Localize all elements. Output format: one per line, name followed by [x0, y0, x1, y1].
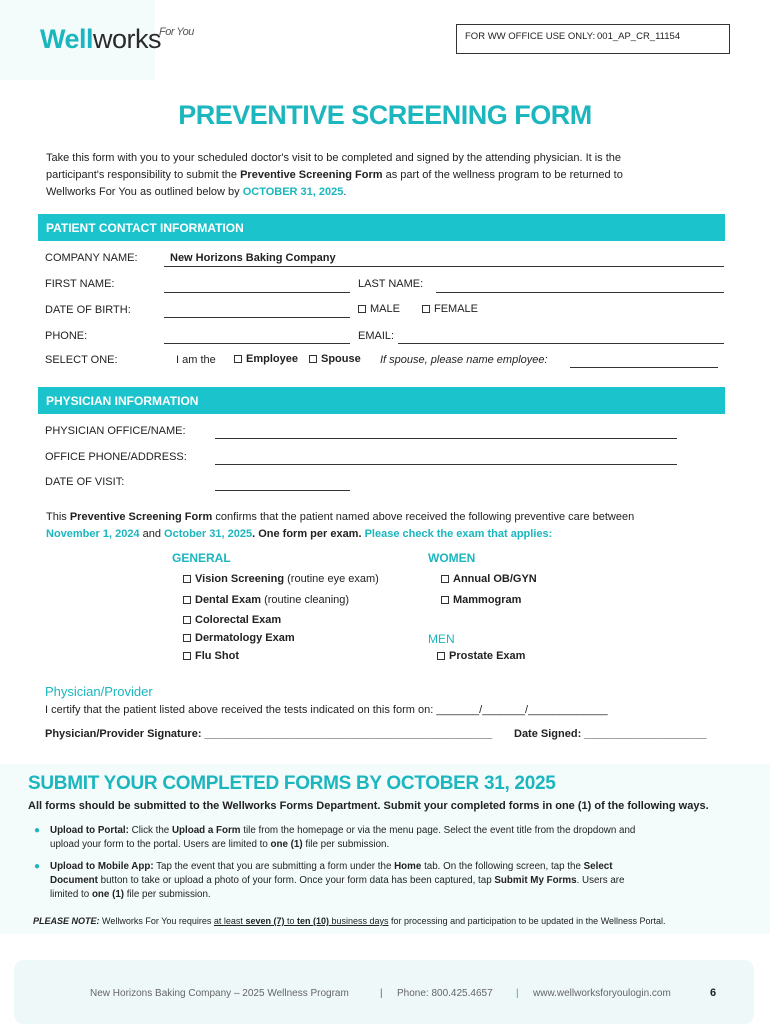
confirm-check-note: Please check the exam that applies: [361, 528, 553, 540]
office-use-label: FOR WW OFFICE USE ONLY: [465, 31, 596, 42]
mobile-text-k: file per submission. [124, 889, 211, 900]
logo-foryou: For You [159, 26, 194, 38]
vision-note: (routine eye exam) [284, 573, 379, 585]
portal-upload-tile: Upload a Form [171, 825, 241, 836]
note-business-days: business days [329, 916, 389, 926]
mobile-instructions [50, 860, 700, 902]
general-heading: GENERAL [172, 551, 231, 565]
last-name-field[interactable] [436, 292, 724, 293]
physician-office-field[interactable] [215, 438, 677, 439]
certify-statement[interactable]: I certify that the patient listed above received the tests indicated on this form on: _______/_______/_____________ [45, 704, 608, 716]
provider-signature-field[interactable]: Physician/Provider Signature: _______________________________________________ [45, 728, 493, 740]
prostate-checkbox[interactable] [437, 650, 525, 662]
note-at-least: at least [213, 916, 246, 926]
footer-url-link[interactable]: www.wellworksforyoulogin.com [533, 988, 671, 999]
checkbox-icon [422, 305, 430, 313]
female-checkbox[interactable] [422, 303, 478, 315]
spouse-note: If spouse, please name employee: [380, 354, 548, 366]
company-name-field[interactable] [164, 266, 724, 267]
intro-form-name: Preventive Screening Form [240, 169, 383, 181]
mammogram-checkbox[interactable] [441, 594, 521, 606]
checkbox-icon [183, 634, 191, 642]
footer-separator: | [516, 988, 519, 999]
date-of-visit-label: DATE OF VISIT: [45, 476, 125, 488]
email-label: EMAIL: [358, 330, 395, 342]
prostate-label: Prostate Exam [449, 650, 526, 662]
physician-section-header [38, 387, 725, 414]
checkbox-icon [309, 355, 317, 363]
footer-company: New Horizons Baking Company – 2025 Wellness Program [90, 988, 349, 999]
checkbox-icon [234, 355, 242, 363]
mobile-limit: one (1) [91, 889, 125, 900]
portal-text-f: file per submission. [302, 839, 390, 850]
flu-shot-checkbox[interactable] [183, 650, 239, 662]
confirm-one-form: . One form per exam. [252, 528, 362, 540]
confirm-line-2 [46, 526, 726, 543]
female-label: FEMALE [434, 303, 479, 315]
note-heading: PLEASE NOTE: [33, 916, 100, 926]
checkbox-icon [183, 575, 191, 583]
office-phone-field[interactable] [215, 464, 677, 465]
mobile-heading: Upload to Mobile App: [50, 861, 154, 872]
mobile-text-h: . Users are [576, 875, 625, 886]
physician-office-label: PHYSICIAN OFFICE/NAME: [45, 425, 186, 437]
note-seven: seven (7) [245, 916, 285, 926]
page-title: PREVENTIVE SCREENING FORM [178, 100, 592, 130]
bullet-icon: ● [34, 861, 41, 872]
male-label: MALE [370, 303, 400, 315]
confirm-text-3: confirms that the patient named above received the following preventive care between [212, 511, 635, 523]
obgyn-label: Annual OB/GYN [453, 573, 537, 585]
dermatology-label: Dermatology Exam [195, 632, 295, 644]
male-checkbox[interactable] [358, 303, 400, 315]
office-use-code: 001_AP_CR_11154 [597, 31, 681, 42]
dental-note: (routine cleaning) [261, 594, 350, 606]
patient-section-header [38, 214, 725, 241]
provider-heading: Physician/Provider [45, 684, 153, 699]
men-heading: MEN [428, 632, 455, 646]
flu-shot-label: Flu Shot [195, 650, 239, 662]
dob-field[interactable] [164, 317, 350, 318]
mobile-text-f: button to take or upload a photo of your form. Once your form data has been captured, tap [97, 875, 495, 886]
intro-text-3a: Wellworks For You as outlined below by [46, 186, 243, 198]
checkbox-icon [441, 596, 449, 604]
spouse-checkbox[interactable] [309, 353, 361, 365]
date-of-visit-field[interactable] [215, 490, 350, 491]
portal-text-c: tile from the homepage or via the menu page. Select the event title from the dropdown and [240, 825, 636, 836]
mobile-text-c: tab. On the following screen, tap the [421, 861, 584, 872]
portal-limit: one (1) [270, 839, 303, 850]
office-phone-label: OFFICE PHONE/ADDRESS: [45, 451, 187, 463]
confirm-start-date: November 1, 2024 [46, 528, 140, 540]
company-name-value: New Horizons Baking Company [170, 252, 336, 264]
checkbox-icon [183, 596, 191, 604]
employee-label: Employee [246, 353, 298, 365]
logo-works: works [93, 24, 162, 54]
bullet-icon: ● [34, 825, 41, 836]
mobile-home-tab: Home [394, 861, 422, 872]
physician-section-title: PHYSICIAN INFORMATION [46, 394, 199, 408]
intro-text-2a: participant's responsibility to submit the [46, 169, 241, 181]
phone-field[interactable] [164, 343, 350, 344]
mobile-submit-forms: Submit My Forms [494, 875, 577, 886]
checkbox-icon [183, 652, 191, 660]
portal-instructions [50, 824, 700, 852]
page-number: 6 [710, 987, 717, 999]
mobile-select: Select [583, 861, 613, 872]
dermatology-checkbox[interactable] [183, 632, 295, 644]
checkbox-icon [441, 575, 449, 583]
mammogram-label: Mammogram [453, 594, 522, 606]
employee-checkbox[interactable] [234, 353, 298, 365]
intro-line-3 [46, 184, 726, 201]
confirm-end-date: October 31, 2025 [164, 528, 253, 540]
intro-line-2 [46, 167, 726, 184]
employee-name-field[interactable] [570, 367, 718, 368]
portal-text-d: upload your form to the portal. Users are limited to [50, 839, 271, 850]
colorectal-checkbox[interactable] [183, 614, 281, 626]
email-field[interactable] [398, 343, 724, 344]
intro-line-1 [46, 150, 726, 167]
footer-separator: | [380, 988, 383, 999]
confirm-text-1: This [46, 511, 70, 523]
confirm-line-1 [46, 509, 726, 526]
checkbox-icon [358, 305, 366, 313]
submit-title: SUBMIT YOUR COMPLETED FORMS BY OCTOBER 31, 2025 [28, 773, 556, 794]
first-name-field[interactable] [164, 292, 350, 293]
colorectal-label: Colorectal Exam [195, 614, 282, 626]
patient-section-title: PATIENT CONTACT INFORMATION [46, 221, 244, 235]
i-am-the-label: I am the [176, 354, 216, 366]
spouse-label: Spouse [321, 353, 361, 365]
phone-label: PHONE: [45, 330, 88, 342]
footer-phone: Phone: 800.425.4657 [397, 988, 493, 999]
portal-text-a: Click the [128, 825, 172, 836]
date-signed-field[interactable]: Date Signed: ____________________ [514, 728, 707, 740]
note-text-a: Wellworks For You requires [99, 916, 214, 926]
vision-checkbox[interactable] [183, 573, 379, 585]
dental-checkbox[interactable] [183, 594, 349, 606]
mobile-text-a: Tap the event that you are submitting a form under the [153, 861, 395, 872]
note-text-g: for processing and participation to be updated in the Wellness Portal. [388, 916, 666, 926]
submit-subtitle: All forms should be submitted to the Wellworks Forms Department. Submit your completed forms in one (1) of the following ways. [28, 800, 709, 812]
portal-heading: Upload to Portal: [50, 825, 129, 836]
mobile-text-i: limited to [50, 889, 92, 900]
company-name-label: COMPANY NAME: [45, 252, 138, 264]
checkbox-icon [183, 616, 191, 624]
vision-label: Vision Screening [195, 573, 285, 585]
women-heading: WOMEN [428, 551, 476, 565]
logo-well: Well [40, 24, 94, 54]
dental-label: Dental Exam [195, 594, 262, 606]
confirm-and: and [139, 528, 165, 540]
confirm-form-name: Preventive Screening Form [69, 511, 213, 523]
obgyn-checkbox[interactable] [441, 573, 537, 585]
note-ten: ten (10) [296, 916, 329, 926]
office-use-box [456, 24, 730, 54]
note-to: to [284, 916, 297, 926]
first-name-label: FIRST NAME: [45, 278, 115, 290]
intro-deadline: OCTOBER 31, 2025 [242, 186, 344, 198]
please-note [33, 916, 666, 926]
dob-label: DATE OF BIRTH: [45, 304, 131, 316]
mobile-document: Document [50, 875, 98, 886]
intro-text-3c: . [343, 186, 347, 198]
intro-text-2c: as part of the wellness program to be returned to [382, 169, 623, 181]
wellworks-logo [40, 24, 196, 55]
checkbox-icon [437, 652, 445, 660]
select-one-label: SELECT ONE: [45, 354, 118, 366]
last-name-label: LAST NAME: [358, 278, 424, 290]
intro-text-1: Take this form with you to your scheduled doctor's visit to be completed and signed by the attending physician. It is the [46, 152, 622, 164]
